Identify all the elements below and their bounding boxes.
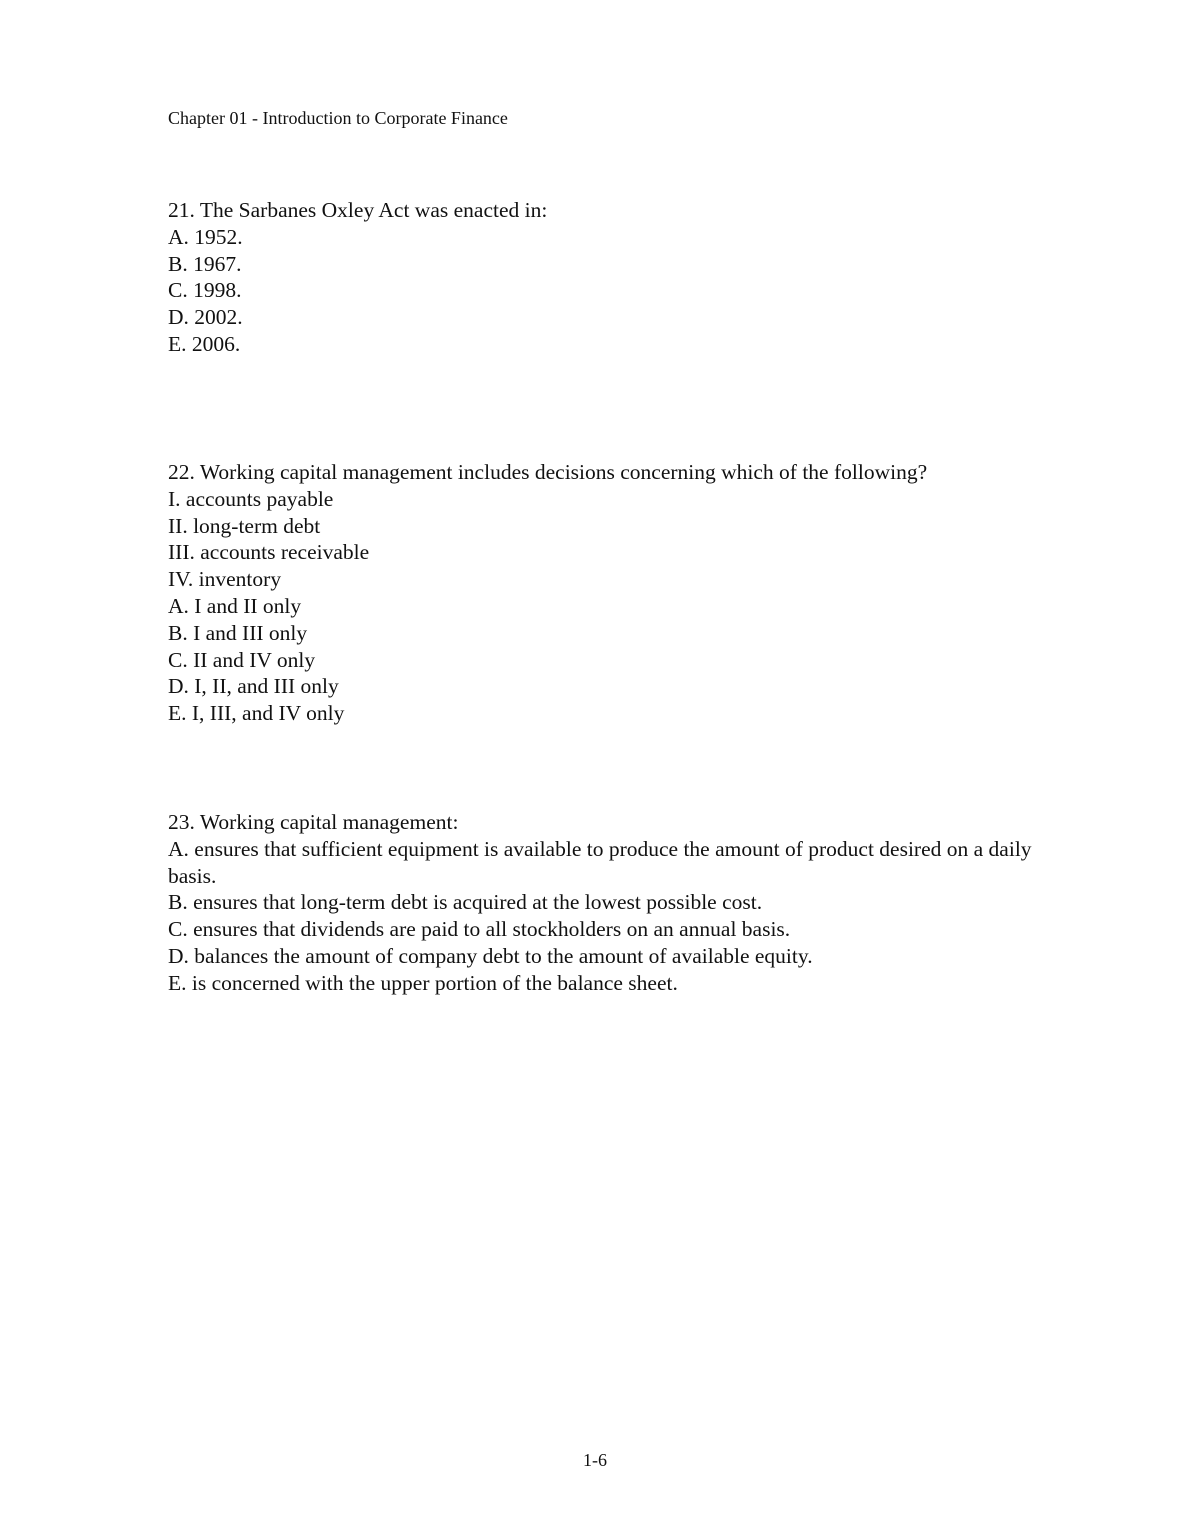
answer-option: C. 1998. xyxy=(168,278,242,303)
roman-item: III. accounts receivable xyxy=(168,540,370,565)
roman-item: II. long-term debt xyxy=(168,513,321,538)
answer-option: D. I, II, and III only xyxy=(168,674,339,699)
answer-option: E. 2006. xyxy=(168,331,241,356)
question-stem: 23. Working capital management: xyxy=(168,810,459,834)
question-stem: 21. The Sarbanes Oxley Act was enacted in: xyxy=(168,198,548,222)
roman-item: I. accounts payable xyxy=(168,486,334,511)
answer-option: C. ensures that dividends are paid to all stockholders on an annual basis. xyxy=(168,917,791,942)
answer-option: B. 1967. xyxy=(168,251,242,276)
answer-option: A. 1952. xyxy=(168,224,243,249)
answer-option: E. is concerned with the upper portion of the balance sheet. xyxy=(168,970,678,995)
answer-option: A. I and II only xyxy=(168,593,302,618)
answer-option: B. I and III only xyxy=(168,620,308,645)
answer-option: D. 2002. xyxy=(168,305,243,330)
question-21 xyxy=(168,197,1068,358)
question-23 xyxy=(168,809,1068,997)
question-stem: 22. Working capital management includes decisions concerning which of the following? xyxy=(168,460,928,484)
running-header: Chapter 01 - Introduction to Corporate Finance xyxy=(168,108,508,128)
roman-item: IV. inventory xyxy=(168,567,282,592)
page-number: 1-6 xyxy=(583,1450,607,1470)
answer-option: C. II and IV only xyxy=(168,647,316,672)
answer-option: D. balances the amount of company debt to the amount of available equity. xyxy=(168,943,813,968)
question-22 xyxy=(168,459,1068,727)
answer-option: E. I, III, and IV only xyxy=(168,701,345,726)
answer-option: B. ensures that long-term debt is acquired at the lowest possible cost. xyxy=(168,890,763,915)
answer-option: A. ensures that sufficient equipment is available to produce the amount of product desired on a daily basis. xyxy=(168,836,1037,888)
